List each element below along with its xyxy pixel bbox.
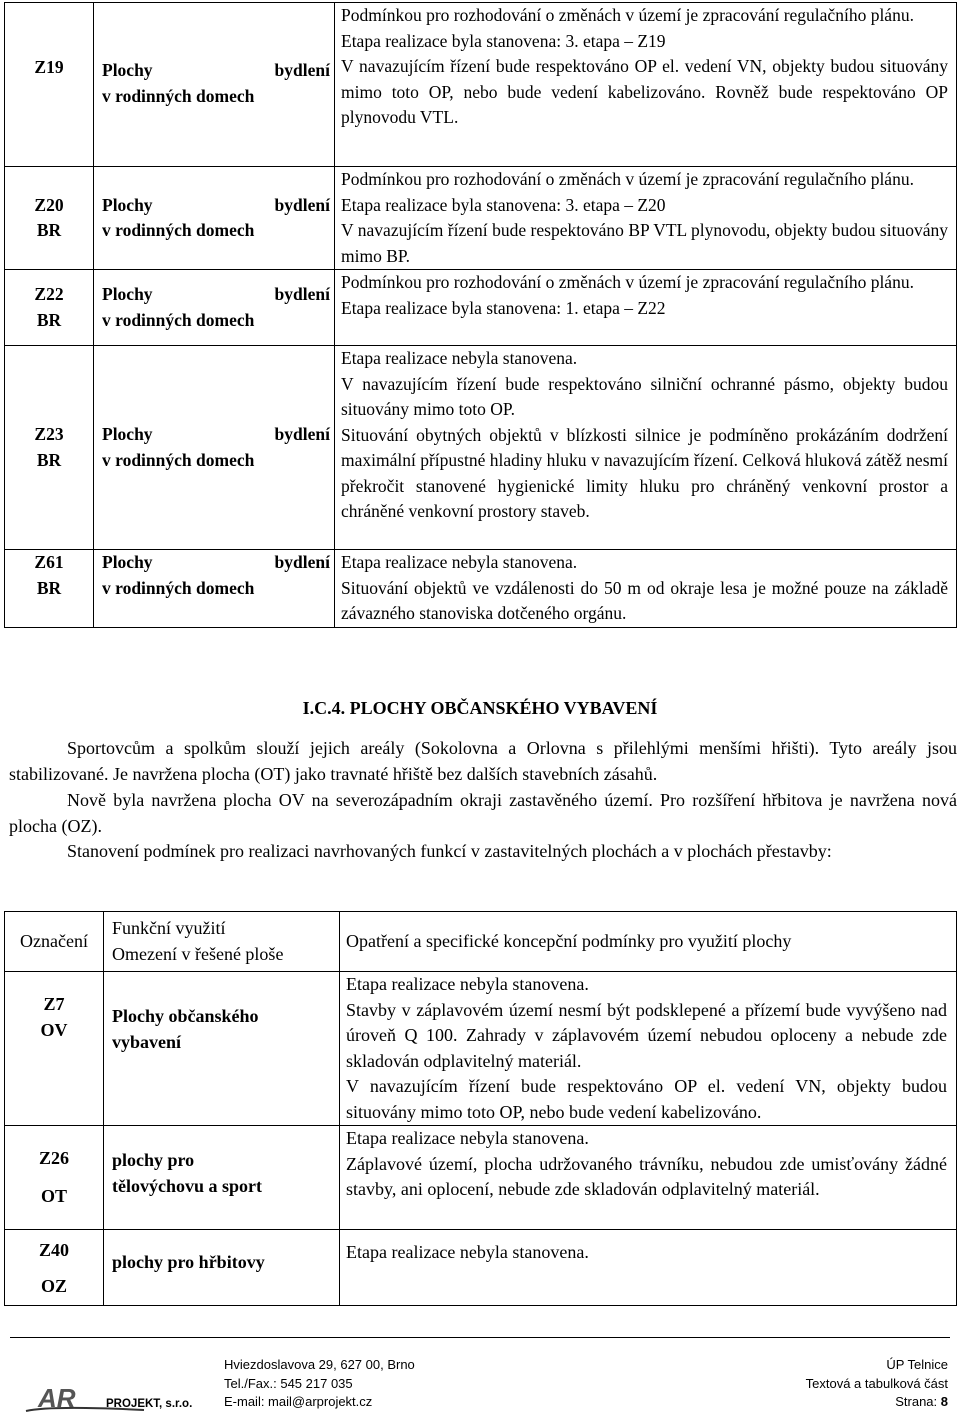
paragraph: [9, 839, 957, 865]
func-word-1: Plochy: [102, 552, 153, 572]
page-number: 8: [940, 1394, 948, 1409]
func-line-2: v rodinných domech: [102, 577, 255, 598]
zone-code-cell: [5, 346, 94, 550]
zone-code: Z22: [34, 284, 64, 304]
condition-text: Etapa realizace nebyla stanovena.: [346, 1242, 589, 1262]
footer-doc-info: [806, 1356, 948, 1412]
zone-conditions-cell: [335, 270, 957, 346]
zone-code-cell: [5, 1126, 104, 1230]
func-line-2: v rodinných domech: [102, 85, 255, 106]
condition-text: Etapa realizace byla stanovena: 3. etapa – Z19: [341, 30, 666, 51]
func-line-1: plochy pro hřbitovy: [112, 1252, 265, 1272]
func-line-2: tělovýchovu a sport: [112, 1175, 262, 1196]
zone-code-cell: [5, 550, 94, 628]
condition-text: Situování obytných objektů v blízkosti silnice je podmíněno prokázáním dodržení maximální přípustné hladiny hluku v navazujícím řízení. Celková hluková zátěž nesmí překročit stanovené hygienické limity hluku pro chráněný venkovní prostor a chráněné venkovní prostory staveb.: [341, 424, 948, 521]
condition-text: Podmínkou pro rozhodování o změnách v území je zpracování regulačního plánu.: [341, 272, 914, 292]
zone-function-cell: [94, 346, 335, 550]
paragraph-text: Nově byla navržena plocha OV na severozápadním okraji zastavěného území. Pro rozšíření hřbitova je navržena nová plocha (OZ).: [9, 790, 957, 836]
footer-page: [806, 1393, 948, 1412]
zone-code-cell: [5, 270, 94, 346]
footer-divider: [10, 1337, 950, 1338]
func-word-2: bydlení: [274, 60, 330, 80]
table-row: [5, 1230, 957, 1306]
zone-sub: OV: [40, 1019, 68, 1040]
condition-text: Stavby v záplavovém území nesmí být podsklepené a přízemí bude vyvýšeno nad úroveň Q 100. Zahrady v záplavovém území nebudou oploceny a nebude zde skladován odplavitelný materiál.: [346, 999, 947, 1071]
condition-text: V navazujícím řízení bude respektováno OP el. vedení VN, objekty budou situovány mimo toto OP, nebo bude vedení kabelizováno.: [346, 1076, 947, 1122]
func-line-1: Plochy občanského: [112, 1006, 259, 1026]
condition-text: V navazujícím řízení bude respektováno OP el. vedení VN, objekty budou situovány mimo toto OP, nebo bude vedení kabelizováno. Rovněž bude respektováno OP plynovodu VTL.: [341, 56, 948, 127]
zone-code: Z26: [38, 1148, 69, 1168]
zone-conditions-cell: [340, 972, 957, 1126]
condition-text: V navazujícím řízení bude respektováno silniční ochranné pásmo, objekty budou situovány mimo toto OP.: [341, 373, 948, 419]
zone-function-cell: [104, 1230, 340, 1306]
condition-text: Etapa realizace nebyla stanovena.: [341, 348, 578, 368]
zone-code: Z23: [34, 424, 64, 444]
zone-conditions-cell: [335, 346, 957, 550]
func-word-2: bydlení: [274, 194, 330, 215]
condition-text: Podmínkou pro rozhodování o změnách v území je zpracování regulačního plánu.: [341, 169, 914, 189]
zone-function-cell: [94, 550, 335, 628]
zone-sub: BR: [36, 449, 62, 470]
table-row: [5, 167, 957, 270]
footer-doc-title: ÚP Telnice: [886, 1357, 948, 1372]
condition-text: Etapa realizace nebyla stanovena.: [346, 1128, 589, 1148]
condition-text: Etapa realizace nebyla stanovena.: [341, 552, 578, 572]
footer-doc-part: Textová a tabulková část: [805, 1375, 948, 1391]
header-designation: Označení: [5, 912, 104, 972]
logo-text: PROJEKT, s.r.o.: [106, 1398, 193, 1410]
func-word-2: bydlení: [274, 552, 330, 572]
func-word-1: Plochy: [102, 284, 153, 304]
zone-code: Z19: [34, 57, 64, 77]
zones-table-civic: [4, 911, 957, 1306]
condition-text: Etapa realizace nebyla stanovena.: [346, 974, 589, 994]
zone-conditions-cell: [340, 1230, 957, 1306]
zone-conditions-cell: [335, 3, 957, 167]
func-word-1: Plochy: [102, 60, 153, 80]
header-function-line2: Omezení v řešené ploše: [112, 943, 284, 964]
table-row: [5, 270, 957, 346]
zone-sub: BR: [36, 220, 62, 240]
zones-table-housing: [4, 2, 957, 628]
zone-conditions-cell: [340, 1126, 957, 1230]
func-word-2: bydlení: [274, 284, 330, 304]
condition-text: Situování objektů ve vzdálenosti do 50 m od okraje lesa je možné pouze na základě závazného stanoviska dotčeného orgánu.: [341, 577, 948, 623]
zone-sub: BR: [36, 309, 62, 330]
condition-text: Etapa realizace byla stanovena: 1. etapa – Z22: [341, 297, 666, 318]
func-line-2: vybavení: [112, 1031, 182, 1052]
condition-text: Etapa realizace byla stanovena: 3. etapa – Z20: [341, 194, 666, 215]
zone-sub: OT: [40, 1185, 67, 1206]
header-function-line1: Funkční využití: [112, 918, 226, 938]
header-function: [104, 912, 340, 972]
func-word-1: Plochy: [102, 424, 153, 444]
zone-function-cell: [94, 270, 335, 346]
logo-mark: AR: [38, 1383, 76, 1413]
func-word-2: bydlení: [274, 424, 330, 444]
zone-function-cell: [104, 1126, 340, 1230]
paragraph: [9, 788, 957, 839]
paragraph-text: Sportovcům a spolkům slouží jejich areály (Sokolovna a Orlovna s přilehlými menšími hřišti). Tyto areály jsou stabilizované. Je navržena plocha (OT) jako travnaté hřiště bez dalších stavebních zásahů.: [9, 738, 957, 784]
footer-phone: Tel./Fax.: 545 217 035: [224, 1375, 353, 1391]
func-line-2: v rodinných domech: [102, 220, 255, 240]
func-line-1: plochy pro: [112, 1150, 195, 1170]
paragraph-text: Stanovení podmínek pro realizaci navrhovaných funkcí v zastavitelných plochách a v plochách přestavby:: [67, 841, 832, 861]
footer-address: Hviezdoslavova 29, 627 00, Brno: [224, 1357, 415, 1372]
table-row: [5, 550, 957, 628]
zone-code: Z61: [34, 552, 64, 572]
zone-code: Z40: [38, 1240, 69, 1260]
page-label: Strana:: [895, 1394, 941, 1409]
zone-conditions-cell: [335, 167, 957, 270]
func-line-2: v rodinných domech: [102, 309, 255, 330]
zone-function-cell: [104, 972, 340, 1126]
zone-code-cell: [5, 1230, 104, 1306]
footer-email: E-mail: mail@arprojekt.cz: [224, 1394, 373, 1409]
condition-text: V navazujícím řízení bude respektováno BP VTL plynovodu, objekty budou situovány mimo BP.: [341, 220, 948, 266]
condition-text: Podmínkou pro rozhodování o změnách v území je zpracování regulačního plánu.: [341, 5, 914, 25]
company-logo: [24, 1377, 194, 1417]
func-word-1: Plochy: [102, 194, 153, 215]
table-header-row: [5, 912, 957, 972]
zone-code: Z7: [43, 994, 65, 1014]
zone-code: Z20: [34, 194, 64, 215]
zone-code-cell: [5, 167, 94, 270]
zone-function-cell: [94, 167, 335, 270]
table-row: [5, 3, 957, 167]
table-row: [5, 346, 957, 550]
section-heading: I.C.4. PLOCHY OBČANSKÉHO VYBAVENÍ: [302, 698, 658, 718]
zone-sub: BR: [36, 577, 62, 598]
paragraph: [9, 736, 957, 787]
zone-code-cell: [5, 3, 94, 167]
zone-sub: OZ: [40, 1275, 67, 1296]
zone-function-cell: [94, 3, 335, 167]
footer-contact: [224, 1356, 415, 1412]
table-row: [5, 1126, 957, 1230]
header-measures: Opatření a specifické koncepční podmínky pro využití plochy: [340, 912, 957, 972]
condition-text: Záplavové území, plocha udržovaného trávníku, nebudou zde umisťovány žádné stavby, ani oplocení, nebude zde skladován odplavitelný materiál.: [346, 1153, 947, 1199]
zone-conditions-cell: [335, 550, 957, 628]
zone-code-cell: [5, 972, 104, 1126]
func-line-2: v rodinných domech: [102, 449, 255, 470]
table-row: [5, 972, 957, 1126]
